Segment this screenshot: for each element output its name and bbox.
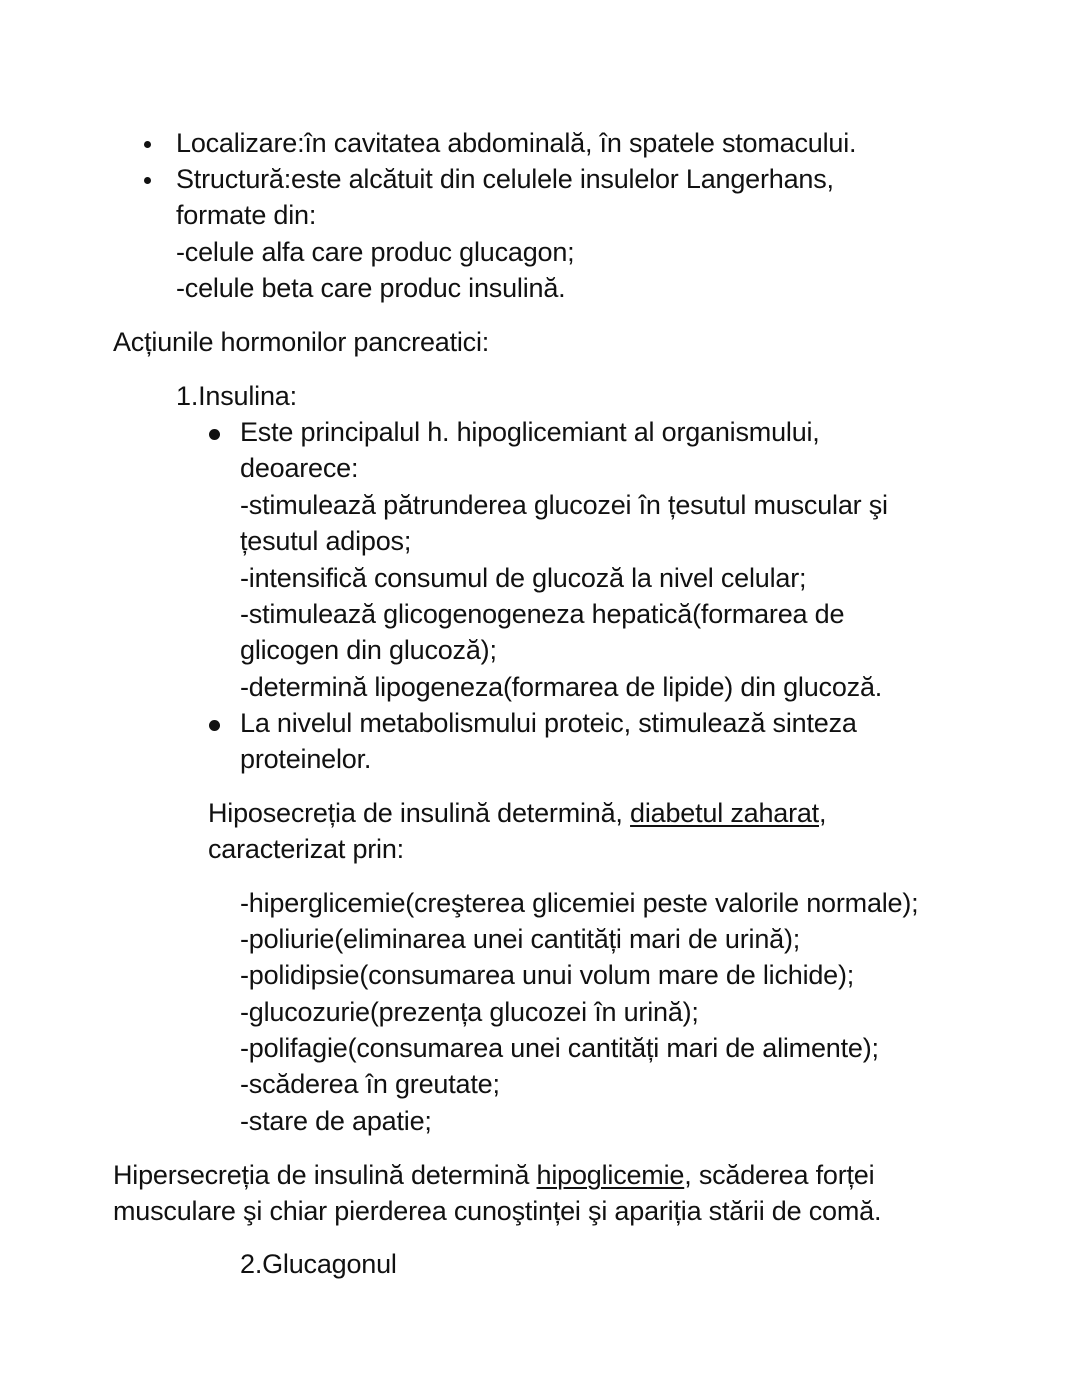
insulin-bullet-2-line-1: La nivelul metabolismului proteic, stimulează sinteza (240, 708, 857, 738)
hypersecretion-prefix: Hipersecreția de insulină determină (113, 1160, 537, 1190)
symptom-item: -stare de apatie; (240, 1106, 432, 1136)
hypersecretion-line-1 (113, 1157, 874, 1193)
structure-text-line-2: formate din: (176, 200, 317, 230)
bullet-icon (144, 177, 151, 184)
insulin-bullet-1-line-3: -stimulează pătrunderea glucozei în țesutul muscular şi (240, 490, 888, 520)
structure-text-line-1: Structură:este alcătuit din celulele insulelor Langerhans, (176, 164, 834, 194)
bullet-icon (209, 720, 220, 731)
symptom-item: -hiperglicemie(creşterea glicemiei peste valorile normale); (240, 888, 919, 918)
section-heading: Acțiunile hormonilor pancreatici: (113, 327, 490, 357)
hyposecretion-suffix: , (819, 798, 827, 828)
diabetes-term: diabetul zaharat (630, 798, 819, 828)
hyposecretion-line-1 (208, 795, 826, 831)
hypersecretion-line-2: musculare şi chiar pierderea cunoştinței şi apariția stării de comă. (113, 1196, 882, 1226)
insulin-bullet-1-line-4: țesutul adipos; (240, 526, 412, 556)
localization-text: Localizare:în cavitatea abdominală, în spatele stomacului. (176, 128, 857, 158)
insulin-bullet-1-line-1: Este principalul h. hipoglicemiant al organismului, (240, 417, 820, 447)
symptom-item: -glucozurie(prezența glucozei în urină); (240, 997, 699, 1027)
hypoglycemia-term: hipoglicemie (536, 1160, 685, 1190)
glucagon-heading: 2.Glucagonul (240, 1249, 397, 1279)
symptom-item: -scăderea în greutate; (240, 1069, 500, 1099)
insulin-bullet-1-line-8: -determină lipogeneza(formarea de lipide) din glucoză. (240, 672, 883, 702)
bullet-icon (144, 141, 151, 148)
structure-text-line-3: -celule alfa care produc glucagon; (176, 237, 575, 267)
structure-text-line-4: -celule beta care produc insulină. (176, 273, 566, 303)
insulin-bullet-1-line-2: deoarece: (240, 453, 359, 483)
hyposecretion-prefix: Hiposecreția de insulină determină, (208, 798, 631, 828)
insulin-bullet-2-line-2: proteinelor. (240, 744, 372, 774)
symptom-item: -polidipsie(consumarea unui volum mare de lichide); (240, 960, 855, 990)
bullet-icon (209, 429, 220, 440)
insulin-bullet-1-line-5: -intensifică consumul de glucoză la nivel celular; (240, 563, 807, 593)
insulin-heading: 1.Insulina: (176, 381, 297, 411)
insulin-bullet-1-line-7: glicogen din glucoză); (240, 635, 497, 665)
symptom-item: -polifagie(consumarea unei cantități mari de alimente); (240, 1033, 879, 1063)
insulin-bullet-1-line-6: -stimulează glicogenogeneza hepatică(formarea de (240, 599, 845, 629)
symptom-item: -poliurie(eliminarea unei cantități mari de urină); (240, 924, 801, 954)
hypersecretion-suffix: , scăderea forței (684, 1160, 875, 1190)
hyposecretion-line-2: caracterizat prin: (208, 834, 404, 864)
